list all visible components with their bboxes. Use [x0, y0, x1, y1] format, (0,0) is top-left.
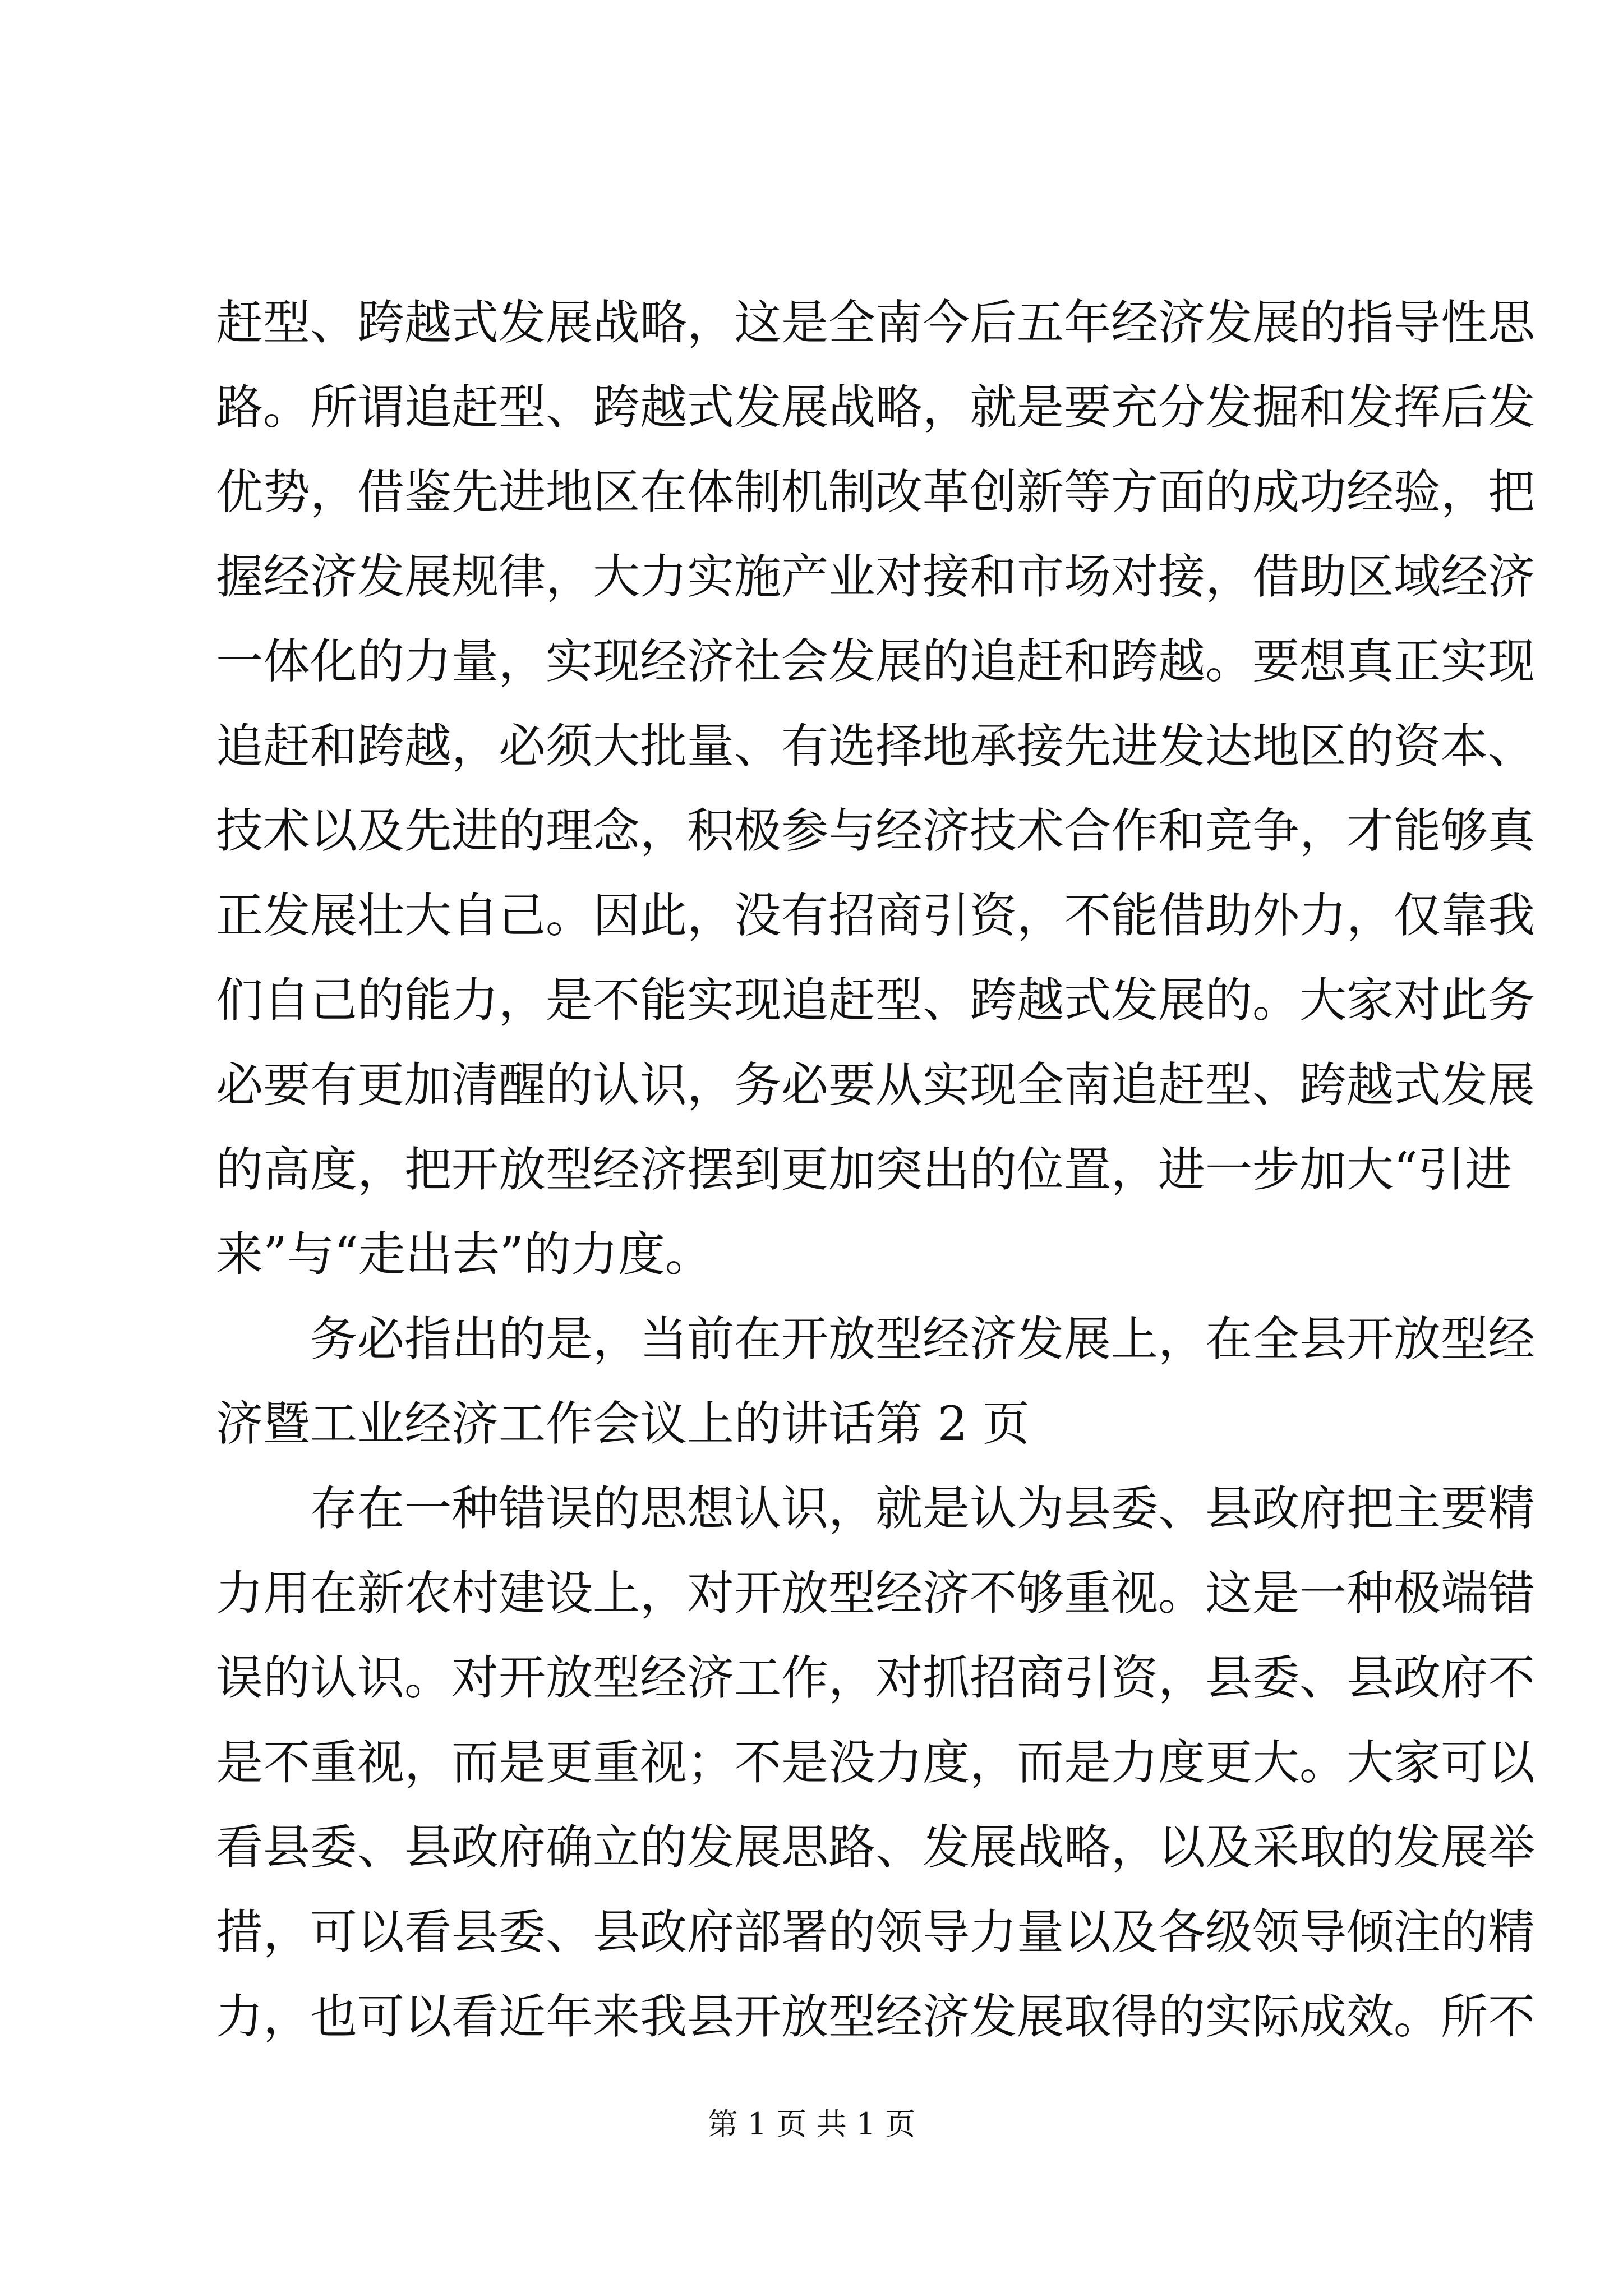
text-line: 看县委、县政府确立的发展思路、发展战略，以及采取的发展举 [216, 1820, 1536, 1875]
text-line: 来”与“走出去”的力度。 [216, 1227, 712, 1282]
text-line-paragraph-start: 务必指出的是，当前在开放型经济发展上，在全县开放型经 [310, 1312, 1536, 1366]
text-line: 路。所谓追赶型、跨越式发展战略，就是要充分发掘和发挥后发 [216, 380, 1536, 435]
text-line: 力用在新农村建设上，对开放型经济不够重视。这是一种极端错 [216, 1566, 1536, 1621]
text-line: 济暨工业经济工作会议上的讲话第 2 页 [216, 1396, 1030, 1451]
page-number-label: 第 1 页 共 1 页 [707, 2106, 916, 2142]
text-line: 技术以及先进的理念，积极参与经济技术合作和竞争，才能够真 [216, 803, 1536, 858]
text-line: 握经济发展规律，大力实施产业对接和市场对接，借助区域经济 [216, 549, 1536, 604]
text-line: 必要有更加清醒的认识，务必要从实现全南追赶型、跨越式发展 [216, 1057, 1536, 1112]
text-line-paragraph-start: 存在一种错误的思想认识，就是认为县委、县政府把主要精 [310, 1481, 1536, 1536]
text-line: 的高度，把开放型经济摆到更加突出的位置，进一步加大“引进 [216, 1142, 1512, 1197]
text-line: 正发展壮大自己。因此，没有招商引资，不能借助外力，仅靠我 [216, 888, 1536, 943]
text-line: 措，可以看县委、县政府部署的领导力量以及各级领导倾注的精 [216, 1904, 1536, 1959]
text-line: 追赶和跨越，必须大批量、有选择地承接先进发达地区的资本、 [216, 719, 1536, 774]
text-line: 误的认识。对开放型经济工作，对抓招商引资，县委、县政府不 [216, 1650, 1536, 1705]
text-line: 是不重视，而是更重视；不是没力度，而是力度更大。大家可以 [216, 1735, 1536, 1790]
text-line: 力，也可以看近年来我县开放型经济发展取得的实际成效。所不 [216, 1989, 1536, 2044]
document-body [216, 280, 1536, 2059]
text-line: 优势，借鉴先进地区在体制机制改革创新等方面的成功经验，把 [216, 464, 1536, 519]
text-line: 一体化的力量，实现经济社会发展的追赶和跨越。要想真正实现 [216, 634, 1536, 689]
text-line: 赶型、跨越式发展战略，这是全南今后五年经济发展的指导性思 [216, 295, 1536, 350]
text-line: 们自己的能力，是不能实现追赶型、跨越式发展的。大家对此务 [216, 973, 1536, 1028]
page-footer [0, 2105, 1623, 2144]
